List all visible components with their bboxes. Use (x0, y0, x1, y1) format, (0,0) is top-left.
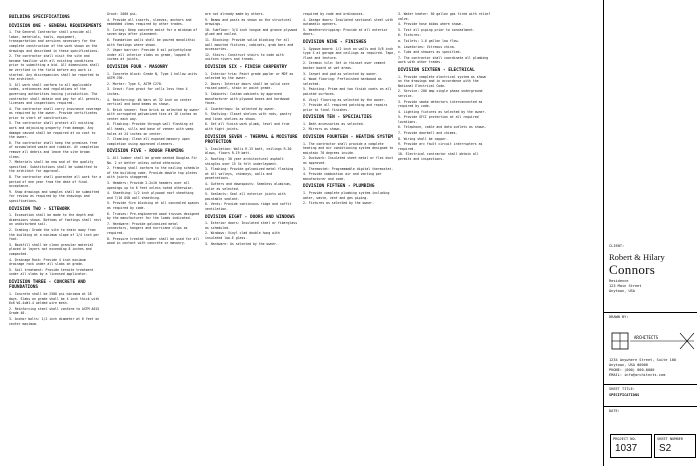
spec-paragraph: 7. The contractor shall coordinate all plumbing work with other trades. (398, 55, 489, 65)
firm-logo-icon (610, 330, 696, 352)
spec-paragraph: 2. Grading: Grade the site to drain away from the building at a minimum slope of 1/4 inch per foot. (9, 227, 100, 242)
spec-paragraph: 2. Mortar: Type S, ASTM C270. (107, 81, 163, 86)
spec-paragraph: 3. Headers: Provide 2-2x10 headers over all openings up to 6 feet unless noted otherwise. (107, 181, 194, 190)
project-number-box (610, 434, 652, 458)
spec-paragraph: 2. Reinforcing steel shall conform to ASTM A615 Grade 40. (9, 306, 100, 316)
spec-paragraph: 4. Garage doors: Insulated sectional steel with automatic openers. (303, 17, 394, 27)
spec-paragraph: 5. Soil treatment: Provide termite treatment under all slabs by a licensed applicator. (9, 267, 94, 277)
spec-paragraph: 8. The contractor shall guarantee all work for a period of one year from the date of final acceptance. (9, 175, 102, 189)
spec-paragraph: 6. Trusses: Pre-engineered wood trusses designed by the manufacturer for the loads indicated. (107, 211, 200, 221)
spec-paragraph: 8. Wiring shall be copper. (398, 136, 448, 141)
spec-column-2 (107, 12, 201, 457)
spec-paragraph: 5. Weatherstripping: Provide at all exterior doors. (303, 27, 388, 37)
spec-paragraph: 3. Provide smoke detectors interconnected as required by code. (398, 99, 483, 109)
spec-paragraph: 6. The contractor shall keep the premises free of accumulated waste and rubbish. At completion remove all debris and leave the site broom clean. (9, 140, 100, 159)
spec-paragraph: 5. Provide fire blocking at all concealed spaces as required by code. (107, 201, 200, 210)
spec-paragraph: 7. Provide all required patching and repairs prior to final finishes. (303, 103, 388, 112)
spec-paragraph: 5. The contractor shall protect all existing work and adjoining property from damage. Any damage caused shall be repaired at no cost to the owner. (9, 121, 96, 140)
spec-column-3 (205, 12, 299, 457)
spec-paragraph: 1. Provide complete plumbing system including water, waste, vent and gas piping. (303, 191, 390, 200)
spec-paragraph: 1. Concrete block: Grade N, Type 1 hollow units ASTM C90. (107, 71, 198, 81)
divider (604, 384, 697, 385)
spec-paragraph: b. Lavatories: Vitreous china. (398, 44, 456, 49)
spec-paragraph: 4. Drainage Rock: Provide 4 inch minimum drainage rock under all slabs on grade. (9, 257, 86, 267)
spec-paragraph: 6. Foundation walls shall be poured monolithic with footings where shown. (107, 37, 196, 47)
spec-paragraph: 12. Stairs: Construct stairs to code with uniform risers and treads. (205, 52, 284, 62)
spec-paragraph: 2. Mirrors as shown. (303, 127, 342, 132)
spec-paragraph: 3. Water heater: 50 gallon gas fired with relief valve. (398, 12, 491, 21)
sheet-number-box (654, 434, 696, 458)
spec-paragraph: 1. Insulation: Walls R-13 batt, ceilings R-30 blown, floors R-19 batt. (205, 146, 292, 156)
spec-paragraph: 2. Fixtures as selected by the owner. (303, 201, 375, 206)
section-heading: DIVISION TEN - SPECIALTIES (303, 115, 372, 121)
spec-paragraph: 3. All work shall conform to all applicable codes, ordinances and regulations of the governing authorities having jurisdiction. The contractor shall obtain and pay for all permits, licenses and inspections required. (9, 82, 102, 106)
spec-paragraph: 1. All lumber shall be grade marked Douglas Fir No. 2 or better unless noted otherwise. (107, 156, 198, 165)
firm-address-4: EMAIL: info@architects.com (609, 373, 666, 377)
spec-paragraph: 11. Blocking: Provide solid blocking for all wall mounted fixtures, cabinets, grab bars and accessories. (205, 37, 294, 52)
firm-address-1: 1234 Anywhere Street, Suite 100 (609, 358, 677, 362)
spec-paragraph: 2. Framing shall conform to the nailing schedule of the building code. Provide double top plates with joints staggered. (107, 166, 200, 180)
divider (604, 406, 697, 407)
section-heading: DIVISION EIGHT - DOORS AND WINDOWS (205, 214, 295, 220)
client-caption: CLIENT: (609, 244, 625, 248)
section-heading: DIVISION FOURTEEN - HEATING SYSTEM (303, 135, 393, 141)
spec-paragraph: 5. Shelving: Closet shelves with rods, pantry and linen shelves as shown. (205, 112, 292, 121)
spec-paragraph: 5. Curing: Keep concrete moist for a minimum of seven days after placement. (107, 27, 198, 37)
spec-paragraph: 9. Shop drawings and samples shall be submitted for review as required by the drawings and specifications. (9, 189, 100, 203)
firm-name: Connors (609, 262, 656, 277)
spec-paragraph: 4. Provide combustion air and venting per manufacturer and code. (303, 172, 382, 181)
spec-paragraph: 7. Materials shall be new and of the quality specified. Substitutions shall be submitted to the architect for approval. (9, 160, 98, 174)
project-number: 1037 (615, 443, 638, 454)
spec-paragraph: 4. Reinforcing: #4 bars at 32 inch on center vertical and bond beams as shown. (107, 97, 192, 107)
spec-paragraph: 5. Brick veneer: Face brick as selected by owner with corrugated galvanized ties at 16 inches on center each way. (107, 107, 200, 121)
spec-paragraph: 2. Service: 200 amp single phase underground service. (398, 89, 483, 98)
sheet-number-label: SHEET NUMBER (657, 437, 683, 441)
date-label: DATE: (609, 409, 620, 413)
spec-paragraph: 4. Wood flooring: Prefinished hardwood as selected. (303, 77, 382, 86)
spec-column-1 (9, 12, 103, 457)
divider (604, 312, 697, 313)
project-line-1: Residence (609, 279, 629, 283)
spec-paragraph: 1. The contractor shall provide a complete heating and air conditioning system designed to maintain 70 degrees inside. (303, 141, 394, 155)
spec-paragraph: 4. Lighting fixtures as selected by the owner. (398, 109, 487, 114)
section-heading: DIVISION FOUR - MASONRY (107, 64, 168, 70)
spec-paragraph: 4. Provide all inserts, sleeves, anchors and embedded items required by other trades. (107, 17, 192, 27)
spec-paragraph: 5. Provide GFCI protection at all required locations. (398, 115, 479, 124)
spec-paragraph: 1. Bath accessories as selected. (303, 121, 365, 126)
spec-paragraph: 6. Vents: Provide continuous ridge and soffit ventilation. (205, 202, 292, 211)
spec-paragraph: 6. Fixtures: (398, 33, 422, 38)
spec-paragraph: required by code and ordinances. (303, 12, 365, 16)
spec-paragraph: 3. Thermostat: Programmable digital thermostat. (303, 166, 394, 171)
project-number-label: PROJECT NO. (613, 437, 637, 441)
spec-paragraph: 2. The contractor shall visit the site and become familiar with all existing conditions prior to submitting a bid. All dimensions shall be verified in the field before any work is started. Any discrepancies shall be reported to the architect. (9, 54, 100, 82)
section-heading: DIVISION SEVEN - THERMAL & MOISTURE PROTECTION (205, 134, 298, 146)
spec-column-5 (398, 12, 492, 457)
client-name: Robert & Hilary (609, 252, 665, 262)
sheet-title: SPECIFICATIONS (609, 393, 640, 397)
sheet-title-label: SHEET TITLE: (609, 387, 635, 391)
spec-paragraph: 2. Windows: Vinyl clad double hung with insulated low-E glass. (205, 231, 280, 240)
spec-paragraph: 3. Cabinets: Custom cabinets by approved manufacturer with plywood boxes and hardwood faces. (205, 91, 290, 106)
spec-paragraph: 6. Flashing: Provide through wall flashing at all heads, sills and base of veneer with weep holes at 24 inches on center. (107, 122, 194, 136)
title-block (603, 0, 699, 466)
spec-paragraph: 1. Gypsum board: 1/2 inch on walls and 5/8 inch type X at garage and ceilings as required. Tape, float and texture. (303, 46, 396, 60)
section-heading: DIVISION SIXTEEN - ELECTRICAL (398, 67, 475, 73)
spec-paragraph: 3. Anchor bolts: 1/2 inch diameter at 6 feet on center maximum. (9, 317, 100, 326)
spec-paragraph: are not already made by others. (205, 12, 265, 16)
spec-paragraph: 2. Roofing: 30 year architectural asphalt shingles over 15 lb felt underlayment. (205, 157, 284, 166)
spec-paragraph: 3. Carpet and pad as selected by owner. (303, 71, 378, 76)
section-heading: DIVISION THREE - CONCRETE AND FOUNDATIONS (9, 279, 86, 291)
spec-paragraph: 1. Concrete shall be 2500 psi minimum at 28 days. Slabs on grade shall be 4 inch thick with 6x6 W1.4xW1.4 welded wire mesh. (9, 292, 100, 306)
spec-paragraph: 4. Sheathing: 1/2 inch plywood roof sheathing and 7/16 OSB wall sheathing. (107, 191, 194, 200)
section-heading: DIVISION ONE - GENERAL REQUIREMENTS (9, 23, 102, 29)
spec-paragraph: 9. Provide arc fault circuit interrupters as required. (398, 142, 483, 151)
spec-paragraph: 1. Exterior doors: Insulated steel or fiberglass as scheduled. (205, 221, 298, 230)
spec-paragraph: 2. Ceramic tile: Set in thinset over cement backer board at wet areas. (303, 61, 386, 70)
section-heading: DIVISION NINE - FINISHES (303, 39, 367, 45)
section-heading: DIVISION FIFTEEN - PLUMBING (303, 184, 375, 190)
spec-paragraph: 1. Interior trim: Paint grade poplar or MDF as selected by the owner. (205, 71, 294, 81)
section-heading: BUILDING SPECIFICATIONS (9, 15, 70, 20)
section-heading: DIVISION FIVE - ROUGH FRAMING (107, 149, 184, 155)
spec-paragraph: c. Tubs and showers as specified. (398, 50, 462, 55)
project-line-2: 123 Main Street (609, 284, 642, 288)
spec-paragraph: 7. Vapor barrier: Provide 6 mil polyethylene under all interior slabs on grade, lapped 6 inches at joints. (107, 48, 192, 62)
spec-paragraph: 10. Electrical contractor shall obtain all permits and inspections. (398, 152, 479, 162)
spec-paragraph: 1. The General Contractor shall provide all labor, materials, tools, equipment, transportation and services necessary for the complete construction of the work shown on the drawings and described in these specifications. (9, 30, 100, 53)
spec-paragraph: 7. Cleaning: Clean all exposed masonry upon completion using approved cleaners. (107, 137, 190, 146)
spec-paragraph: 4. Countertops: As selected by owner. (205, 106, 277, 111)
spec-paragraph: 7. Hardware: Provide galvanized metal connectors, hangers and hurricane clips as required. (107, 221, 188, 235)
section-heading: DIVISION TWO - SITEWORK (9, 206, 70, 212)
project-line-3: Anytown, USA (609, 289, 635, 293)
spec-paragraph: 5. Painting: Prime and two finish coats on all painted surfaces. (303, 87, 392, 96)
spec-paragraph: Grout: 2000 psi. (107, 12, 138, 16)
spec-paragraph: 3. Backfill shall be clean granular material placed in layers not exceeding 8 inches and compacted. (9, 242, 94, 256)
firm-address-2: Anytown, USA 00000 (609, 363, 648, 367)
spec-paragraph: 6. Telephone, cable and data outlets as shown. (398, 125, 487, 130)
spec-paragraph: 8. Pressure treated lumber shall be used for all wood in contact with concrete or masonry. (107, 236, 200, 246)
spec-paragraph: 5. Sealants: Seal all exterior joints with paintable sealant. (205, 192, 286, 201)
firm-address-3: PHONE: (000) 000-0000 (609, 368, 655, 372)
sheet-number: S2 (659, 443, 672, 454)
section-heading: DIVISION SIX - FINISH CARPENTRY (205, 64, 287, 70)
logo-text: ARCHITECTS (634, 335, 659, 340)
spec-paragraph: 1. Excavation shall be made to the depth and dimensions shown. Bottoms of footings shall rest on undisturbed soil. (9, 213, 102, 227)
spec-paragraph: a. Toilets: 1.6 gallon low flow. (398, 38, 460, 43)
spec-paragraph: 2. Ductwork: Insulated sheet metal or flex duct as approved. (303, 156, 394, 166)
spec-paragraph: 3. Grout: Fine grout for cells less than 4 inches. (107, 87, 188, 96)
spec-paragraph: 2. Doors: Interior doors shall be solid core raised panel, stain or paint grade. (205, 81, 290, 91)
spec-column-6 (494, 12, 588, 457)
spec-paragraph: 4. The contractor shall carry insurance coverage as required by the owner. Provide certificates prior to start of construction. (9, 106, 102, 120)
spec-paragraph: 5. Test all piping prior to concealment. (398, 27, 475, 32)
spec-paragraph: 6. Vinyl flooring as selected by the owner. (303, 97, 386, 102)
drawn-label: DRAWN BY: (609, 315, 629, 319)
spec-paragraph: 10. Subfloor: 3/4 inch tongue and groove plywood glued and nailed. (205, 27, 298, 37)
spec-paragraph: 4. Gutters and downspouts: Seamless aluminum, color as selected. (205, 182, 292, 191)
spec-paragraph: 3. Hardware: As selected by the owner. (205, 241, 278, 246)
spec-paragraph: 4. Provide hose bibbs where shown. (398, 22, 464, 27)
spec-paragraph: 1. Provide complete electrical system as shown on the drawings and in accordance with the National Electrical Code. (398, 74, 487, 88)
spec-paragraph: 9. Beams and posts as shown on the structural drawings. (205, 17, 292, 27)
spec-paragraph: 6. Set all finish work plumb, level and true with tight joints. (205, 122, 290, 132)
spec-column-4 (303, 12, 397, 457)
spec-paragraph: 7. Provide doorbell and chimes. (398, 131, 458, 136)
spec-paragraph: 3. Flashing: Provide galvanized metal flashing at all valleys, chimneys, walls and penetrations. (205, 167, 294, 181)
